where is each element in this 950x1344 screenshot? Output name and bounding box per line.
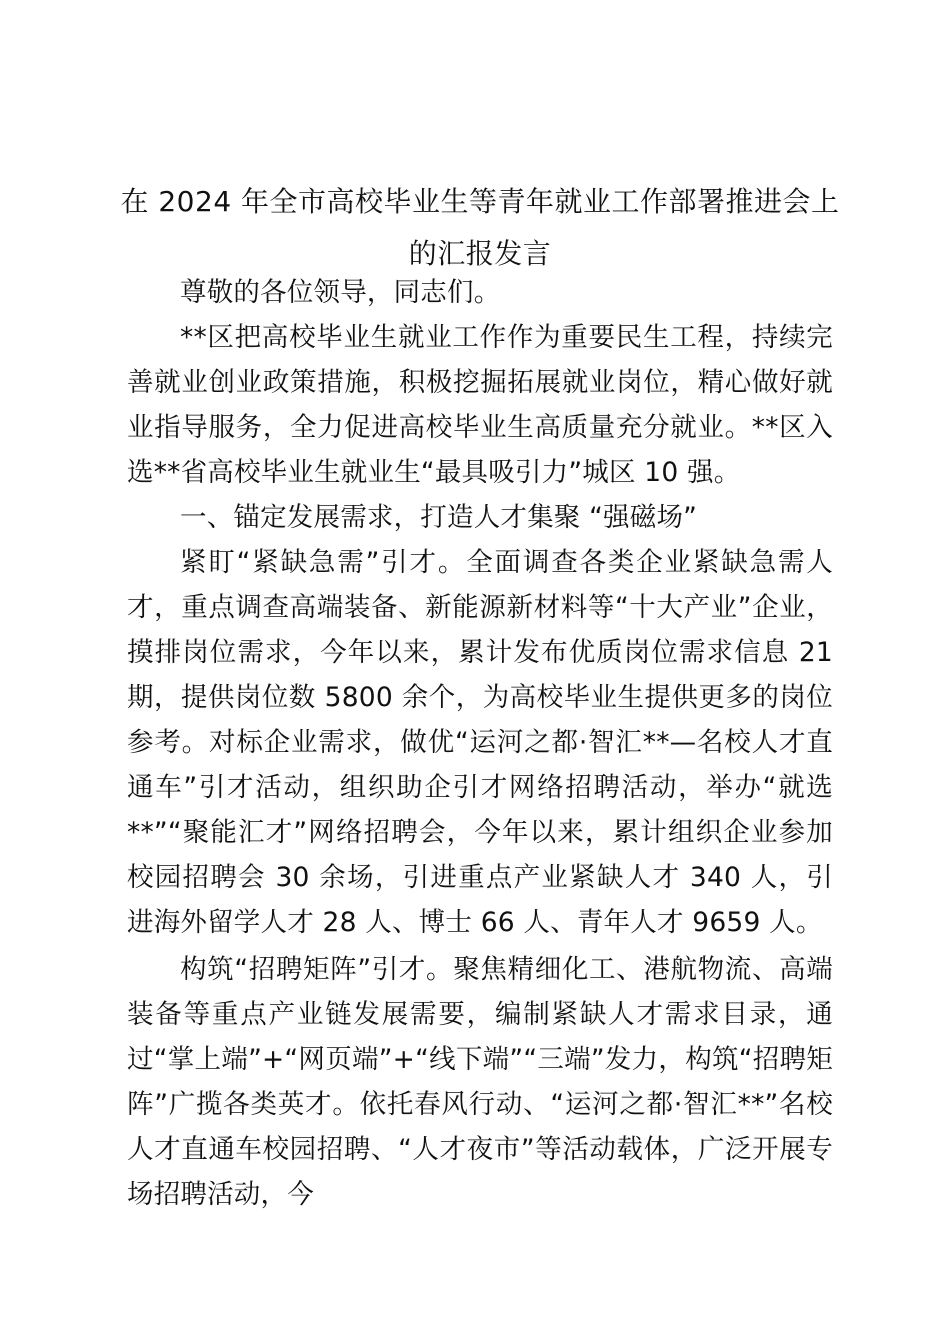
- body-paragraph-2: 构筑“招聘矩阵”引才。聚焦精细化工、港航物流、高端装备等重点产业链发展需要，编制紧缺人才需求目录，通过“掌上端”+“网页端”+“线下端”“三端”发力，构筑“招聘矩阵”广揽各类英才。依托春风行动、“运河之都·智汇**”名校人才直通车校园招聘、“人才夜市”等活动载体，广泛开展专场招聘活动，今: [127, 954, 833, 1210]
- greeting-paragraph: 尊敬的各位领导，同志们。: [180, 277, 501, 308]
- body-paragraph-1: 紧盯“紧缺急需”引才。全面调查各类企业紧缺急需人才，重点调查高端装备、新能源新材料等“十大产业”企业，摸排岗位需求，今年以来，累计发布优质岗位需求信息 21 期，提供岗位数 5800 余个，为高校毕业生提供更多的岗位参考。对标企业需求，做优“运河之都·智汇**—名校人才直通车”引才活动，组织助企引才网络招聘活动，举办“就选**”“聚能汇才”网络招聘会，今年以来，累计组织企业参加校园招聘会 30 余场，引进重点产业紧缺人才 340 人，引进海外留学人才 28 人、博士 66 人、青年人才 9659 人。: [127, 547, 833, 938]
- document-body: [127, 270, 833, 1217]
- document-title: 在 2024 年全市高校毕业生等青年就业工作部署推进会上的汇报发言: [120, 185, 840, 270]
- intro-paragraph: **区把高校毕业生就业工作作为重要民生工程，持续完善就业创业政策措施，积极挖掘拓展就业岗位，精心做好就业指导服务，全力促进高校毕业生高质量充分就业。**区入选**省高校毕业生就业生“最具吸引力”城区 10 强。: [127, 322, 833, 488]
- section-heading-1: 一、锚定发展需求，打造人才集聚 “强磁场”: [180, 502, 698, 533]
